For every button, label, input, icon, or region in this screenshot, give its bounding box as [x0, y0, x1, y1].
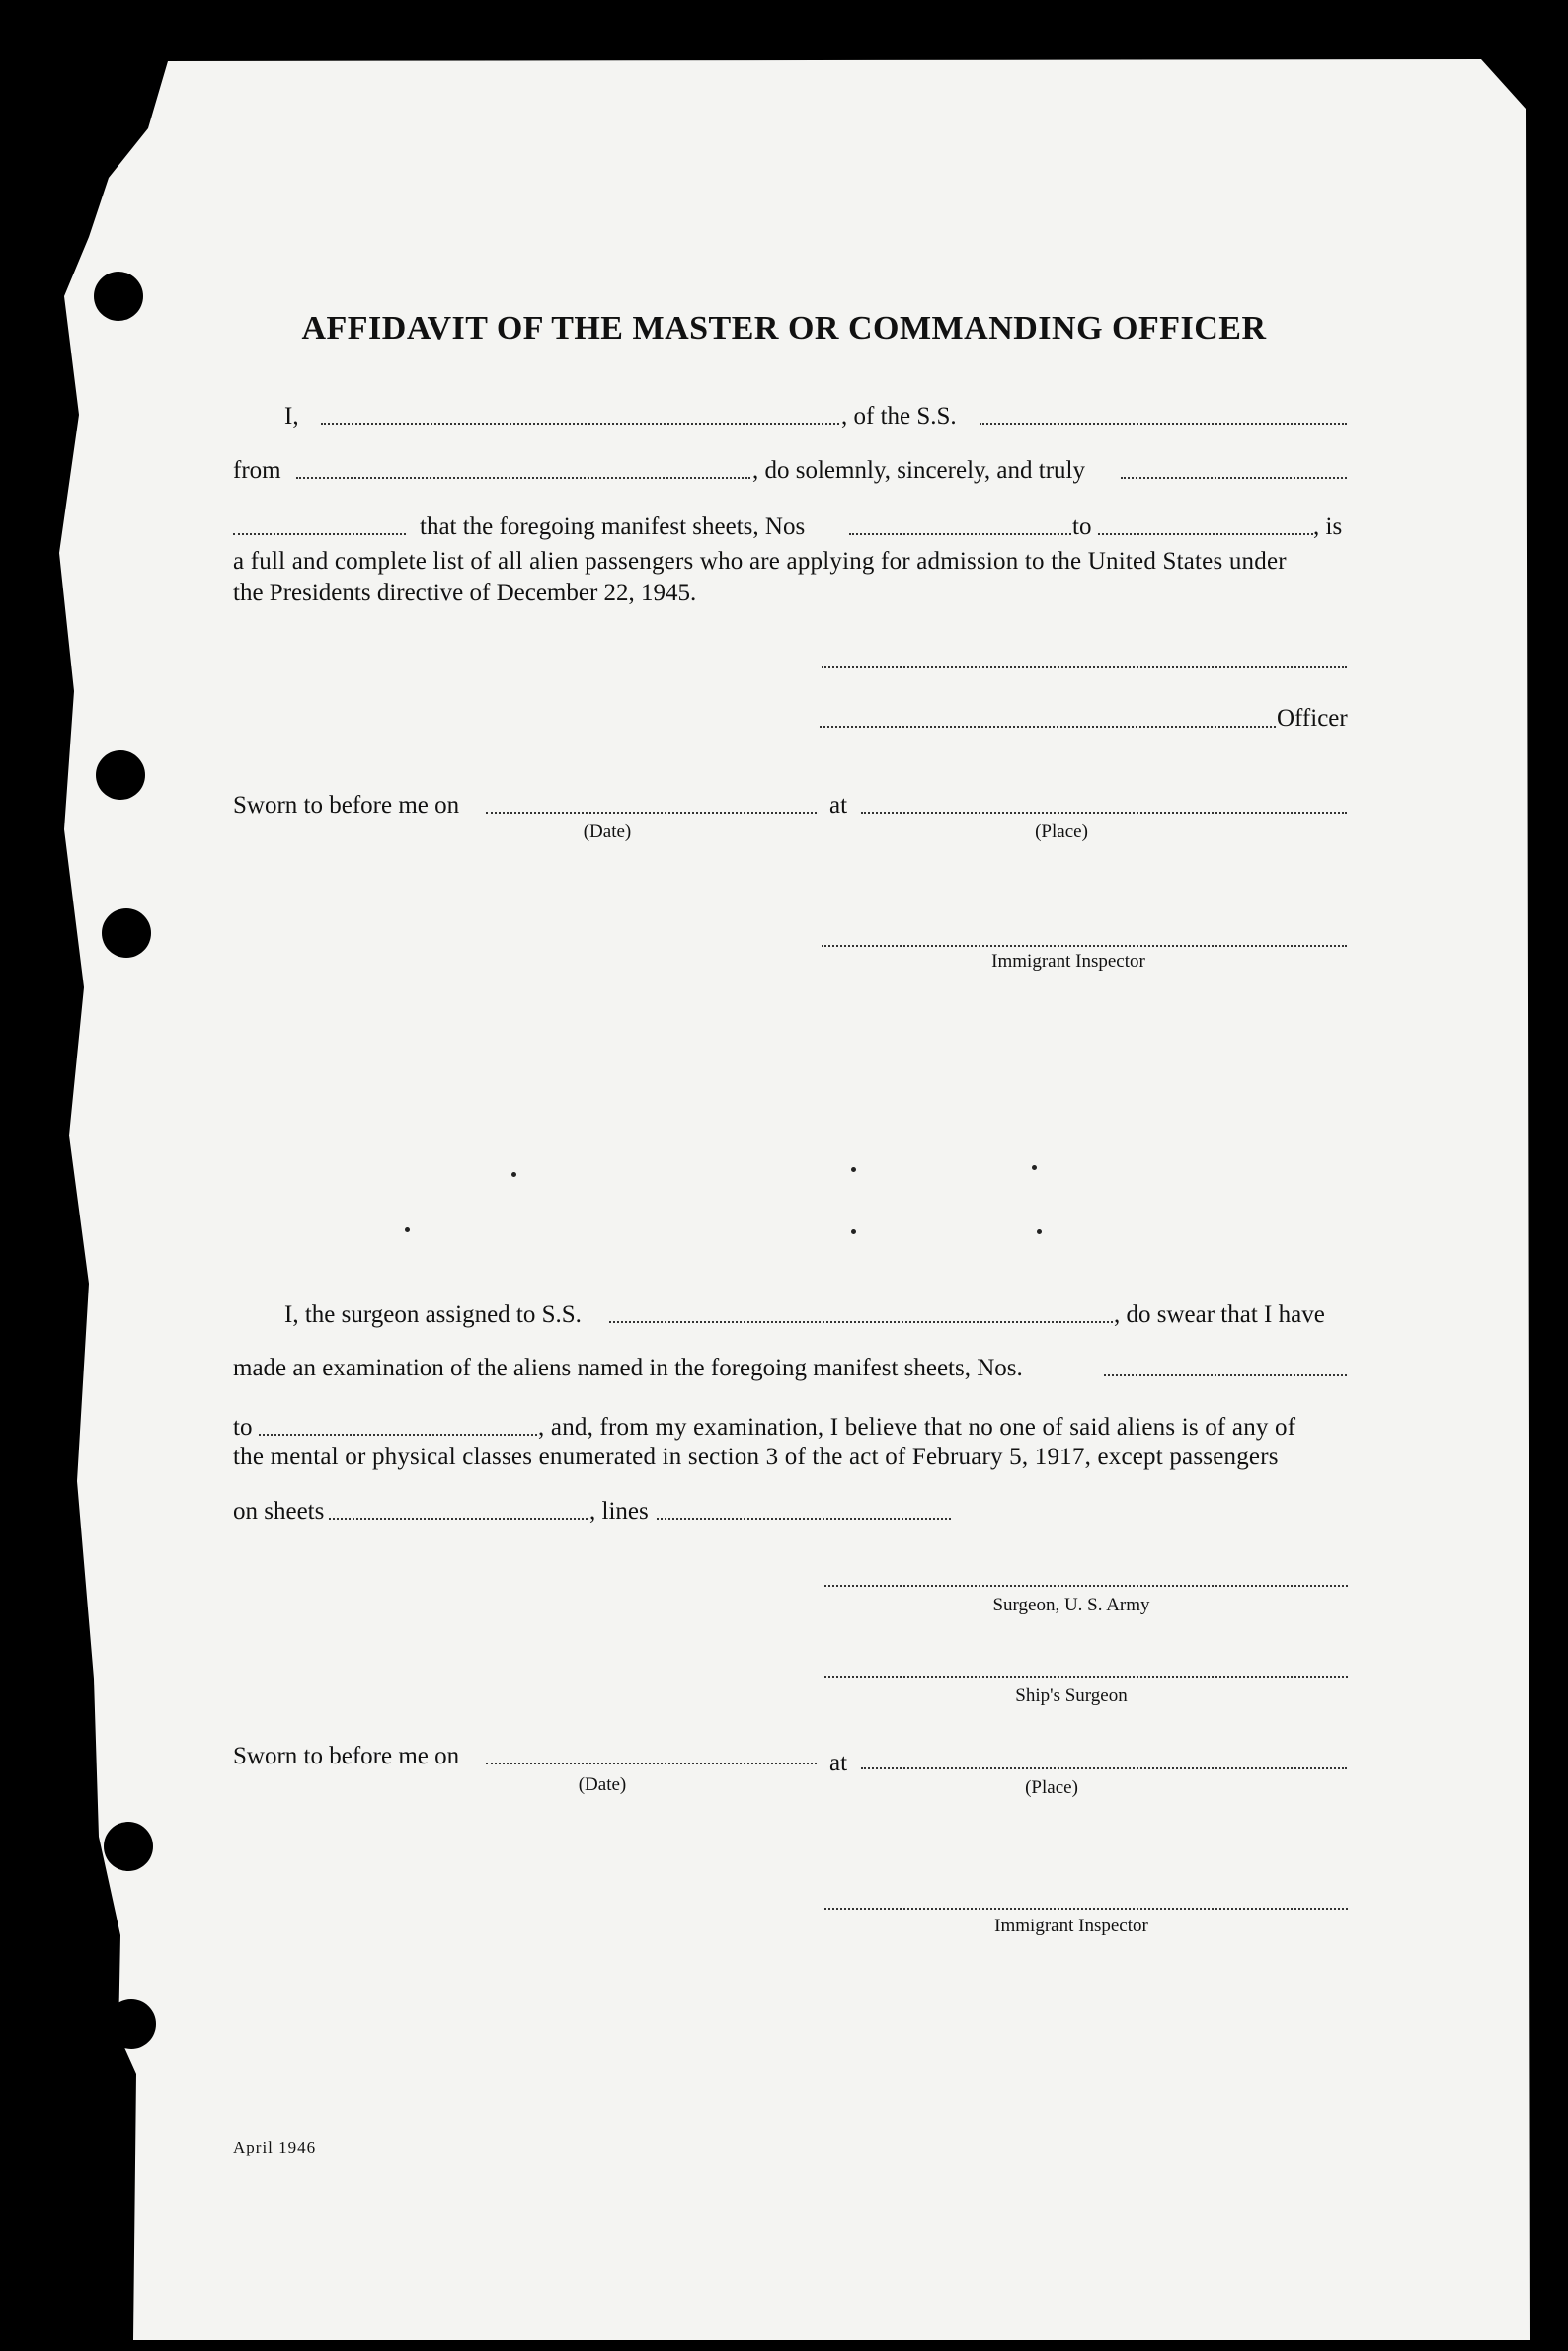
surgeon-date-caption: (Date)	[578, 1774, 627, 1795]
solemnly-label: , do solemnly, sincerely, and truly	[752, 457, 1085, 484]
officer-signature-line-2[interactable]	[820, 726, 1276, 728]
surgeon-assigned-label: I, the surgeon assigned to S.S.	[284, 1301, 582, 1328]
truly-field[interactable]	[1121, 477, 1347, 479]
inspector-caption: Immigrant Inspector	[991, 951, 1145, 972]
master-name-field[interactable]	[321, 423, 839, 425]
oath-field[interactable]	[233, 533, 406, 535]
on-sheets-label: on sheets	[233, 1498, 325, 1525]
at-label: at	[829, 792, 848, 819]
sworn-label: Sworn to before me on	[233, 792, 460, 819]
inspector-signature-line[interactable]	[822, 945, 1347, 947]
surgeon-at-label: at	[829, 1750, 848, 1776]
exam-nos-field[interactable]	[1104, 1374, 1347, 1376]
exam-to-field[interactable]	[259, 1434, 537, 1436]
surgeon-inspector-signature-line[interactable]	[824, 1908, 1348, 1910]
officer-signature-line-1[interactable]	[822, 666, 1347, 668]
swear-label: , do swear that I have	[1114, 1301, 1325, 1328]
surgeon-place-caption: (Place)	[1025, 1777, 1078, 1798]
surgeon-sworn-label: Sworn to before me on	[233, 1743, 460, 1769]
ship-surgeon-signature-line[interactable]	[824, 1676, 1348, 1678]
full-list-line-1: a full and complete list of all alien passengers who are applying for admission to the United States under	[233, 548, 1287, 575]
ship-surgeon-caption: Ship's Surgeon	[1015, 1685, 1128, 1706]
sheets-field[interactable]	[329, 1518, 588, 1520]
punch-hole	[96, 750, 145, 800]
manifest-to-field[interactable]	[1098, 533, 1313, 535]
to-label: to	[1072, 513, 1092, 540]
full-list-line-2: the Presidents directive of December 22, 1945.	[233, 580, 697, 606]
sworn-place-field[interactable]	[861, 812, 1347, 814]
surgeon-inspector-caption: Immigrant Inspector	[994, 1916, 1148, 1936]
surgeon-to-label: to	[233, 1414, 253, 1441]
punch-hole	[107, 1999, 156, 2049]
lines-label: , lines	[589, 1498, 649, 1525]
officer-label: Officer	[1277, 705, 1348, 732]
place-caption: (Place)	[1035, 822, 1088, 842]
surgeon-sworn-place-field[interactable]	[861, 1767, 1347, 1769]
army-surgeon-caption: Surgeon, U. S. Army	[992, 1595, 1150, 1615]
page-title: AFFIDAVIT OF THE MASTER OR COMMANDING OFFICER	[301, 310, 1267, 347]
classes-line: the mental or physical classes enumerated in section 3 of the act of February 5, 1917, except passengers	[233, 1444, 1279, 1470]
believe-label: , and, from my examination, I believe that no one of said aliens is of any of	[538, 1414, 1296, 1441]
exam-label: made an examination of the aliens named in the foregoing manifest sheets, Nos.	[233, 1355, 1023, 1381]
punch-hole	[104, 1822, 153, 1871]
manifest-label: that the foregoing manifest sheets, Nos	[420, 513, 806, 540]
of-ss-label: , of the S.S.	[841, 403, 957, 430]
manifest-from-field[interactable]	[849, 533, 1071, 535]
ship-name-field[interactable]	[980, 423, 1347, 425]
surgeon-sworn-date-field[interactable]	[486, 1763, 817, 1764]
is-label: , is	[1313, 513, 1343, 540]
port-from-field[interactable]	[296, 477, 750, 479]
punch-hole	[102, 908, 151, 958]
date-caption: (Date)	[583, 822, 632, 842]
army-surgeon-signature-line[interactable]	[824, 1585, 1348, 1587]
from-label: from	[233, 457, 281, 484]
lines-field[interactable]	[657, 1518, 951, 1520]
sworn-date-field[interactable]	[486, 812, 817, 814]
footer-date: April 1946	[233, 2138, 317, 2156]
surgeon-ship-field[interactable]	[609, 1321, 1113, 1323]
i-label: I,	[284, 403, 299, 430]
